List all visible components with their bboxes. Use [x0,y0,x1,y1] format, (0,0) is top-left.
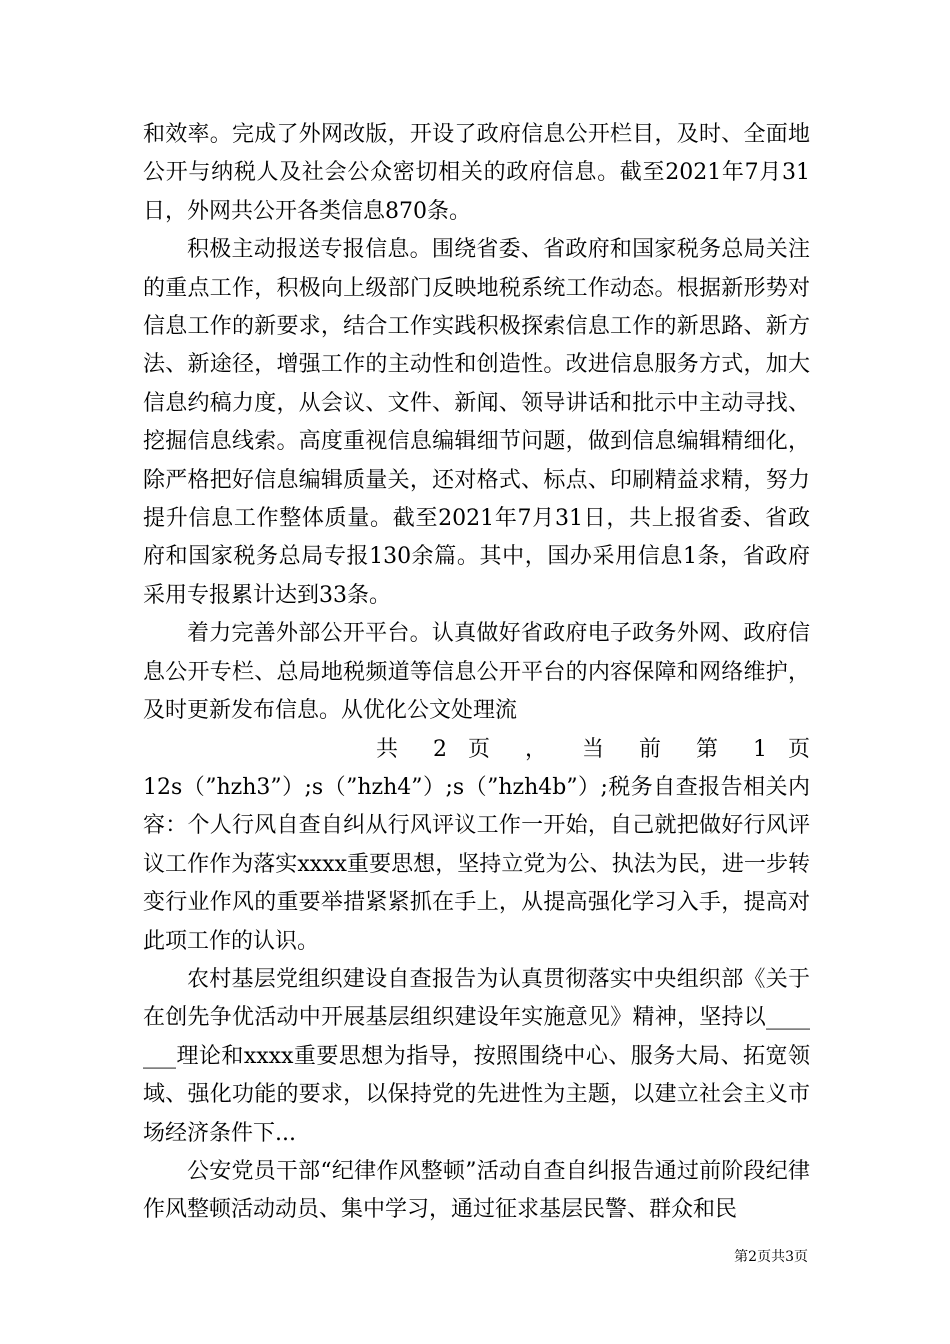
page-footer: 第2页共3页 [734,1249,808,1265]
document-body [143,116,810,1230]
paragraph-2: 积极主动报送专报信息。围绕省委、省政府和国家税务总局关注的重点工作，积极向上级部门反映地税系统工作动态。根据新形势对信息工作的新要求，结合工作实践积极探索信息工作的新思路、新方法、新途径，增强工作的主动性和创造性。改进信息服务方式，加大信息约稿力度，从会议、文件、新闻、领导讲话和批示中主动寻找、挖掘信息线索。高度重视信息编辑细节问题，做到信息编辑精细化，除严格把好信息编辑质量关，还对格式、标点、印刷精益求精，努力提升信息工作整体质量。截至2021年7月31日，共上报省委、省政府和国家税务总局专报130余篇。其中，国办采用信息1条，省政府采用专报累计达到33条。 [143,237,810,608]
paragraph-5: 农村基层党组织建设自查报告为认真贯彻落实中央组织部《关于在创先争优活动中开展基层组织建设年实施意见》精神，坚持以_______理论和xxxx重要思想为指导，按照围绕中心、服务大局、拓宽领域、强化功能的要求，以保持党的先进性为主题，以建立社会主义市场经济条件下... [143,966,810,1146]
page-indicator: 共 2 页 ， 当 前 第 1 页 [376,736,810,762]
paragraph-4: 12s（”hzh3”）;s（”hzh4”）;s（”hzh4b”）;税务自查报告相关内容：个人行风自查自纠从行风评议工作一开始，自己就把做好行风评议工作作为落实xxxx重要思想，坚持立党为公、执法为民，进一步转变行业作风的重要举措紧紧抓在手上，从提高强化学习入手，提高对此项工作的认识。 [143,774,810,954]
paragraph-1: 和效率。完成了外网改版，开设了政府信息公开栏目，及时、全面地公开与纳税人及社会公众密切相关的政府信息。截至2021年7月31日，外网共公开各类信息870条。 [143,122,810,224]
paragraph-3: 着力完善外部公开平台。认真做好省政府电子政务外网、政府信息公开专栏、总局地税频道等信息公开平台的内容保障和网络维护，及时更新发布信息。从优化公文处理流 [143,621,810,724]
paragraph-6: 公安党员干部“纪律作风整顿”活动自查自纠报告通过前阶段纪律作风整顿活动动员、集中学习，通过征求基层民警、群众和民 [143,1158,810,1223]
